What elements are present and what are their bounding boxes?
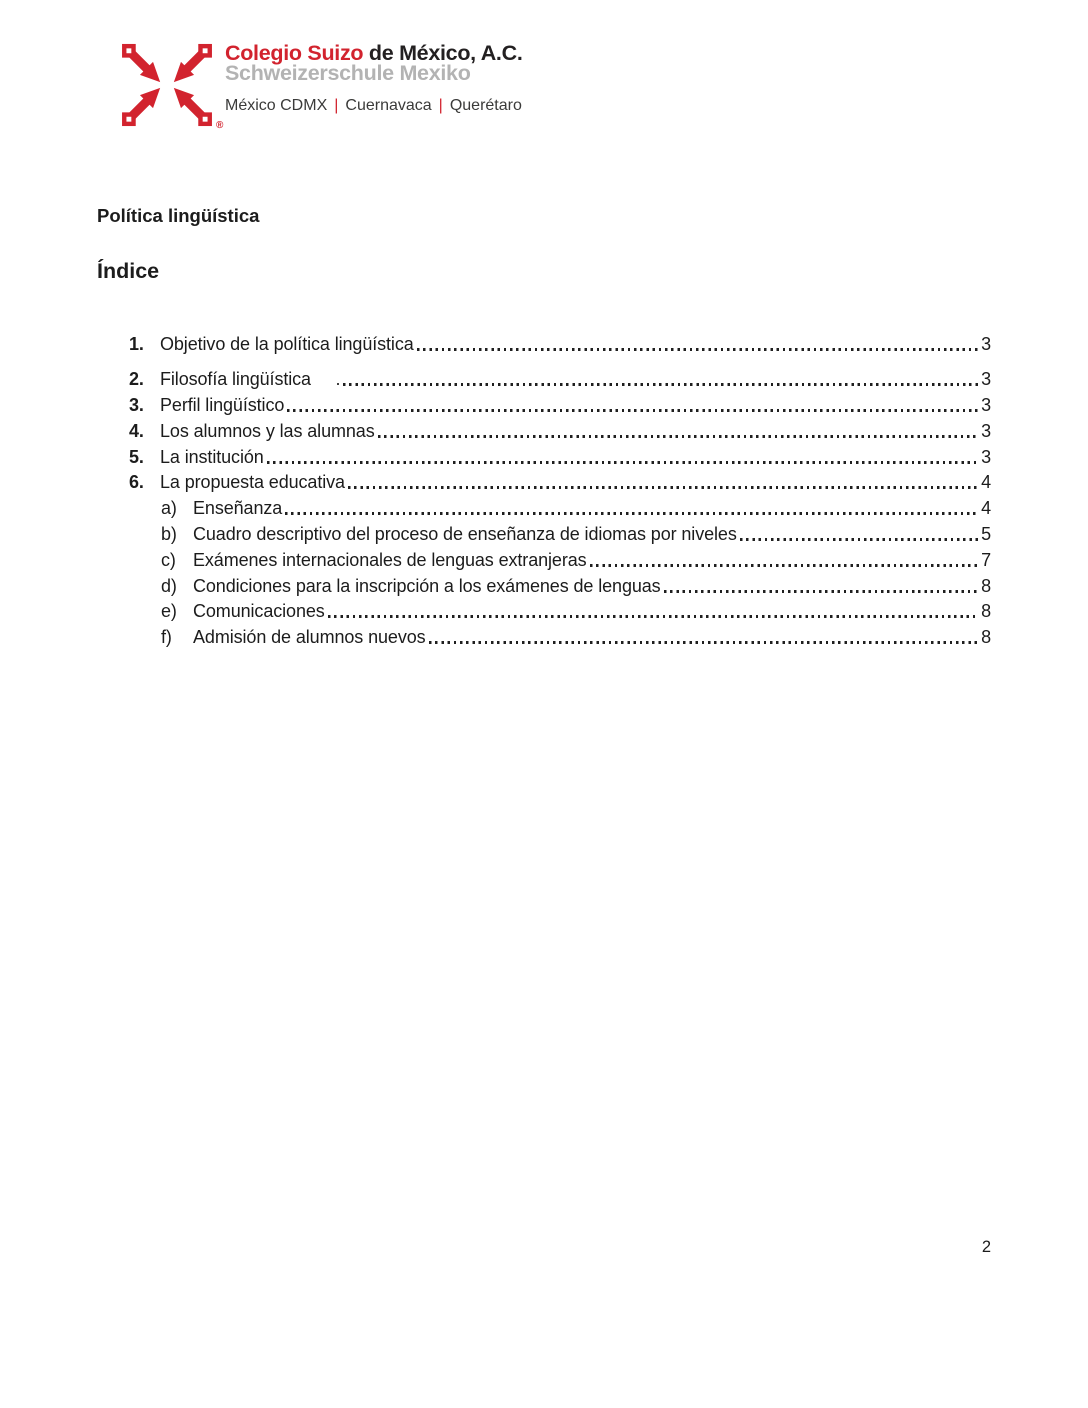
toc-entry-label: Condiciones para la inscripción a los exámenes de lenguas — [193, 575, 661, 596]
toc-entry-label: Los alumnos y las alumnas — [160, 420, 375, 441]
toc-entry — [129, 419, 991, 445]
toc-entry-page: 4 — [981, 498, 991, 519]
toc-entry-number: 1. — [129, 334, 144, 354]
toc-entry-page: 3 — [981, 395, 991, 416]
brand-locations — [225, 97, 523, 115]
toc-entry-page: 8 — [981, 575, 991, 596]
toc-entry — [129, 445, 991, 471]
toc-entry-page: 3 — [981, 369, 991, 390]
toc-heading: Índice — [97, 259, 160, 283]
toc-entry — [129, 470, 991, 496]
toc-entry-label: La institución — [160, 446, 264, 467]
dot-leader — [429, 641, 980, 644]
toc-entry-label: Admisión de alumnos nuevos — [193, 627, 426, 648]
location-mexico-cdmx: México CDMX — [225, 96, 328, 114]
dot-leader — [348, 486, 979, 489]
toc-entry-label: Enseñanza — [193, 498, 283, 519]
dot-leader — [740, 538, 979, 541]
table-of-contents — [129, 332, 991, 651]
toc-entry-letter: b) — [161, 524, 177, 545]
pipe-separator: | — [438, 96, 443, 114]
toc-entry-page: 8 — [981, 627, 991, 648]
toc-entry-letter: e) — [161, 601, 177, 622]
dot-leader — [664, 590, 979, 593]
brand-name-german: Schweizerschule Mexiko — [225, 61, 471, 86]
toc-entry-label: Cuadro descriptivo del proceso de enseñanza de idiomas por niveles — [193, 524, 737, 545]
pipe-separator: | — [334, 96, 339, 114]
toc-entry-number: 2. — [129, 369, 144, 390]
toc-entry-label: La propuesta educativa — [160, 472, 345, 493]
logo-arrows-icon — [119, 42, 224, 131]
document-title: Política lingüística — [97, 205, 260, 226]
toc-entry — [129, 367, 991, 393]
toc-entry-letter: f) — [161, 627, 172, 648]
dot-leader — [590, 564, 980, 567]
location-cuernavaca: Cuernavaca — [345, 96, 432, 114]
toc-entry-number: 4. — [129, 420, 144, 441]
toc-entry — [129, 496, 991, 522]
toc-entry-page: 4 — [981, 472, 991, 493]
toc-entry — [129, 574, 991, 600]
dot-leader — [417, 348, 979, 351]
toc-entry-label: Objetivo de la política lingüística — [160, 334, 414, 354]
toc-entry-page: 3 — [981, 334, 991, 354]
toc-entry-letter: c) — [161, 549, 176, 570]
toc-entry-label: Exámenes internacionales de lenguas extranjeras — [193, 549, 587, 570]
toc-entry — [129, 522, 991, 548]
dot-leader — [267, 461, 979, 464]
brand-name-red-part: Colegio Suizo — [225, 41, 364, 65]
dot-leader — [343, 383, 979, 386]
toc-entry-page: 5 — [981, 524, 991, 545]
toc-entry-number: 5. — [129, 446, 144, 467]
toc-entry-page: 3 — [981, 420, 991, 441]
dot-leader — [378, 435, 979, 438]
toc-entry-page: 3 — [981, 446, 991, 467]
toc-entry-label: Comunicaciones — [193, 601, 325, 622]
page-number: 2 — [981, 1238, 991, 1256]
dot-leader — [287, 409, 979, 412]
dot-leader — [328, 615, 979, 618]
dot-leader — [285, 512, 979, 515]
school-logo — [119, 41, 523, 131]
toc-entry — [129, 625, 991, 651]
toc-entry-page: 8 — [981, 601, 991, 622]
registered-trademark-icon: ® — [216, 120, 224, 131]
toc-entry — [129, 332, 991, 358]
toc-entry-page: 7 — [981, 549, 991, 570]
toc-entry-label: Filosofía lingüística . — [160, 369, 341, 390]
toc-entry-number: 6. — [129, 472, 144, 493]
toc-entry — [129, 393, 991, 419]
toc-entry-letter: d) — [161, 575, 177, 596]
brand-text-block — [225, 42, 523, 115]
brand-name-dark-part: de México, A.C. — [363, 41, 523, 65]
toc-entry-label: Perfil lingüístico — [160, 395, 285, 416]
toc-entry — [129, 599, 991, 625]
toc-entry — [129, 548, 991, 574]
toc-entry-letter: a) — [161, 498, 177, 519]
location-queretaro: Querétaro — [449, 96, 522, 114]
toc-entry-number: 3. — [129, 395, 144, 416]
